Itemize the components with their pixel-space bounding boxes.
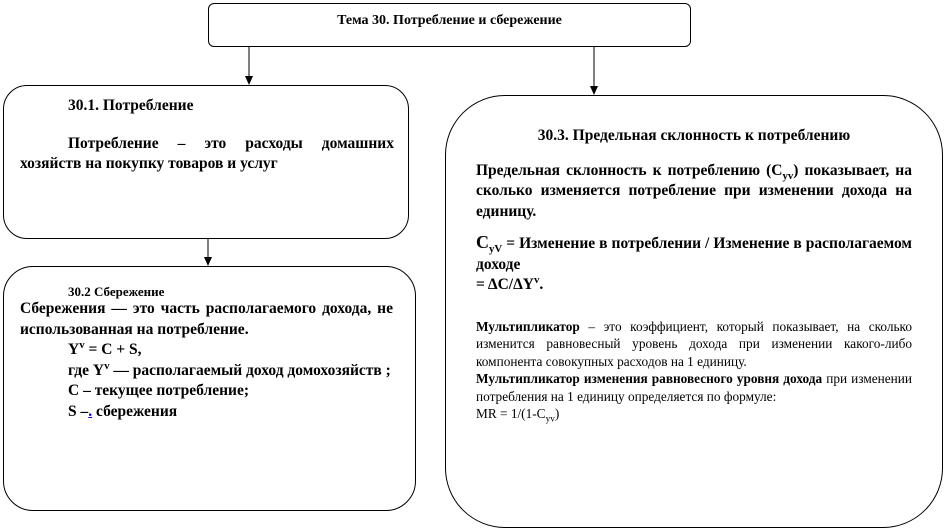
delta-a: = ΔC/ΔY: [476, 276, 534, 293]
delta-b: .: [539, 276, 544, 293]
arrow-to-consumption: [245, 46, 253, 85]
arrow-to-savings: [204, 238, 212, 266]
savings-heading: 30.2 Сбережение: [68, 284, 165, 299]
arrow-to-mpc: [590, 46, 598, 95]
mpc-formula-delta: [476, 275, 912, 296]
mr-sub: yv: [545, 414, 555, 425]
savings-s-line: [20, 402, 393, 423]
savings-box: [3, 266, 416, 511]
topic-title: Тема 30. Потребление и сбережение: [337, 13, 562, 28]
mpc-definition: [476, 161, 912, 223]
formula-y-sup: v: [79, 338, 85, 351]
where-b: — располагаемый доход домохозяйств ;: [109, 361, 391, 379]
multiplier-eq-def: при изменении потребления на 1 единицу определяется по формуле:: [476, 371, 912, 404]
mpc-def-sub: yv: [782, 169, 794, 182]
mr-a: MR = 1/(1-C: [476, 406, 546, 421]
multiplier-def: – это коэффициент, который показывает, на сколько изменится равновесный уровень дохода при изменении какого-либо компонента совокупных расходов на 1 единицу.: [476, 318, 912, 369]
savings-link[interactable]: .: [88, 402, 93, 420]
multiplier-formula: [476, 405, 912, 423]
mpc-box: [445, 95, 943, 528]
mpc-def-b: ) показывает, на сколько изменяется потребление при изменении дохода на единицу.: [476, 161, 912, 220]
mpc-formula-sub: yV: [489, 243, 503, 256]
s-suffix: сбережения: [92, 402, 178, 420]
consumption-heading: 30.1. Потребление: [68, 97, 194, 114]
multiplier-equilibrium: [476, 370, 912, 405]
multiplier-term: Мультипликатор: [476, 318, 589, 334]
consumption-box: [3, 85, 409, 239]
mpc-formula: [476, 232, 912, 275]
savings-term: Сбережения: [20, 300, 106, 317]
savings-formula: [20, 340, 393, 361]
mpc-def-a: Предельная склонность к потреблению (C: [476, 161, 783, 179]
delta-sup: v: [533, 273, 540, 286]
formula-rest: = C + S,: [84, 341, 142, 358]
multiplier-definition: [476, 318, 912, 371]
mpc-formula-text: = Изменение в потреблении / Изменение в располагаемом доходе: [476, 235, 912, 273]
mr-b: ): [554, 406, 560, 421]
savings-definition: — это часть располагаемого дохода, не использованная на потребление.: [20, 300, 393, 338]
mpc-formula-c: C: [476, 232, 489, 252]
topic-title-box: [208, 3, 691, 47]
s-prefix: S –: [68, 402, 89, 420]
mpc-heading: 30.3. Предельная склонность к потреблению: [537, 127, 851, 144]
where-sup: v: [104, 359, 110, 372]
savings-where: [20, 361, 393, 382]
savings-paragraph: [20, 299, 393, 340]
formula-y: Y: [68, 341, 80, 358]
savings-c-line: C – текущее потребление;: [68, 382, 249, 399]
consumption-definition: – это расходы домашних хозяйств на покупку товаров и услуг: [20, 135, 394, 172]
multiplier-eq-term: Мультипликатор изменения равновесного уровня дохода: [476, 371, 823, 386]
consumption-paragraph: [20, 134, 394, 174]
multiplier-section: [476, 318, 912, 423]
where-a: где Y: [68, 361, 105, 379]
consumption-term: Потребление: [68, 135, 159, 152]
